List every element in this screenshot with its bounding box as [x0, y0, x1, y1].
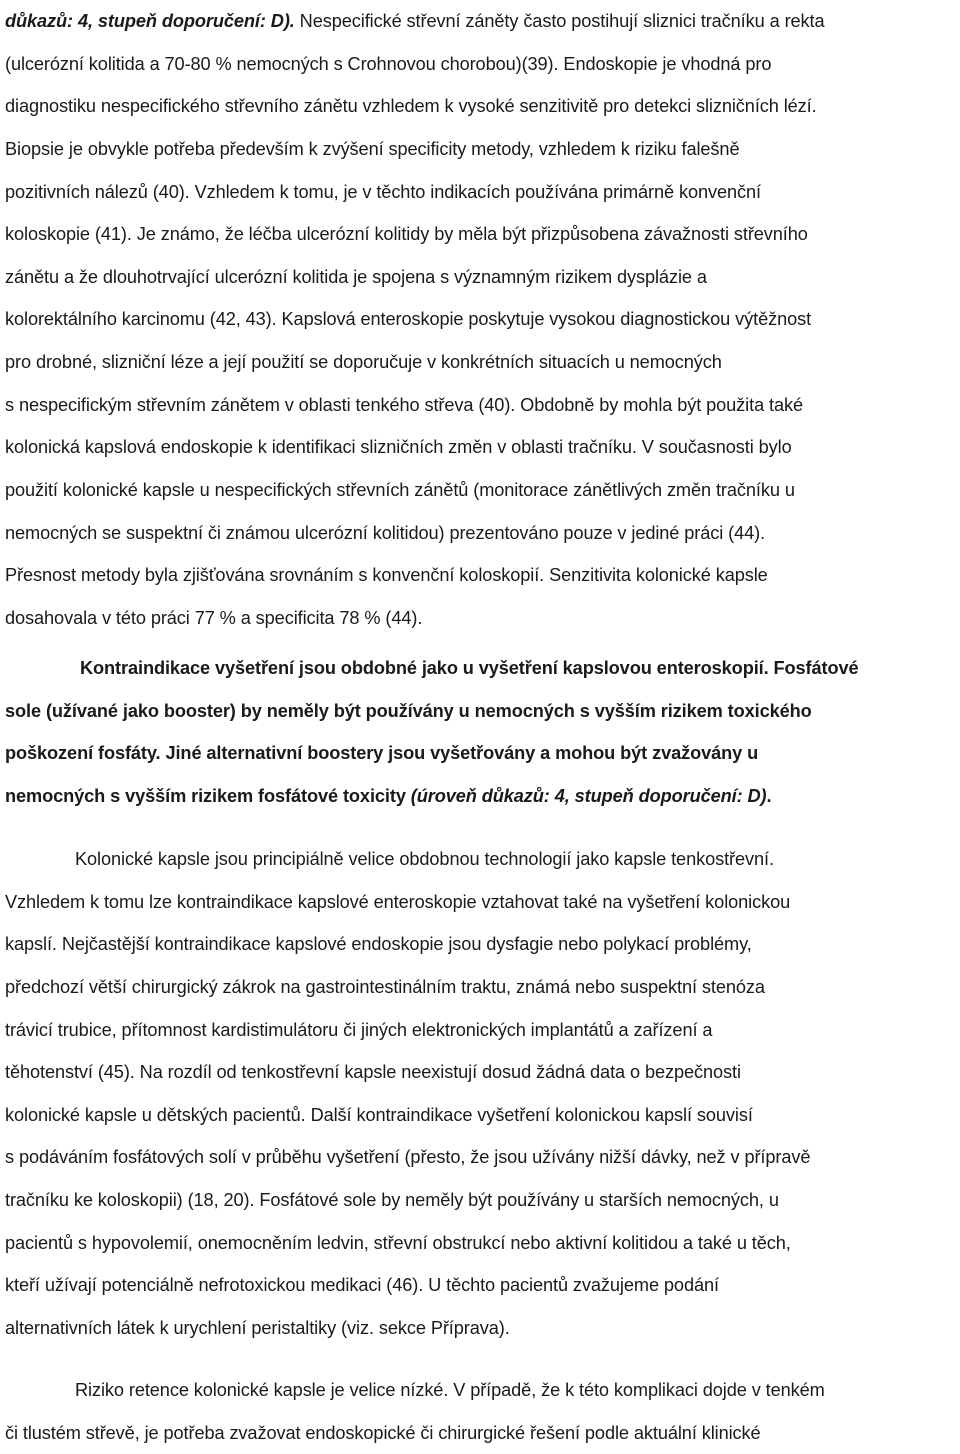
text-line: Kontraindikace vyšetření jsou obdobné jako u vyšetření kapslovou enteroskopií. Fosfátové — [80, 658, 859, 678]
text-line: nemocných se suspektní či známou ulcerózní kolitidou) prezentováno pouze v jediné práci (44). — [5, 522, 766, 543]
text-line: předchozí větší chirurgický zákrok na gastrointestinálním traktu, známá nebo suspektní stenóza — [5, 976, 765, 997]
text-line: pro drobné, slizniční léze a její použití se doporučuje v konkrétních situacích u nemocných — [5, 352, 722, 373]
text-line: alternativních látek k urychlení peristaltiky (viz. sekce Příprava). — [5, 1318, 510, 1339]
text-line: kolonická kapslová endoskopie k identifikaci slizničních změn v oblasti tračníku. V současnosti bylo — [5, 437, 792, 458]
text-line: či tlustém střevě, je potřeba zvažovat endoskopické či chirurgické řešení podle aktuální klinické — [5, 1422, 761, 1443]
text-line: zánětu a že dlouhotrvající ulcerózní kolitida je spojena s významným rizikem dysplázie a — [5, 266, 707, 287]
text-line: použití kolonické kapsle u nespecifických střevních zánětů (monitorace zánětlivých změn tračníku u — [5, 480, 795, 501]
text-line: Přesnost metody byla zjišťována srovnáním s konvenční koloskopií. Senzitivita kolonické kapsle — [5, 565, 768, 586]
text-line: s nespecifickým střevním zánětem v oblasti tenkého střeva (40). Obdobně by mohla být použita také — [5, 394, 804, 415]
text-line: s podáváním fosfátových solí v průběhu vyšetření (přesto, že jsou užívány nižší dávky, než v přípravě — [5, 1147, 811, 1168]
text-line — [5, 0, 825, 43]
paragraph-ulcerative-colitis — [5, 0, 825, 640]
text-segment: nemocných s vyšším rizikem fosfátové toxicity — [5, 785, 411, 806]
text-line: (ulcerózní kolitida a 70-80 % nemocných s Crohnovou chorobou)(39). Endoskopie je vhodná pro — [5, 53, 772, 74]
paragraph-colon-capsule-contraindications — [5, 838, 810, 1350]
text-line — [5, 775, 859, 818]
paragraph-capsule-retention — [5, 1369, 825, 1454]
text-line: dosahovala v této práci 77 % a specificita 78 % (44). — [5, 607, 423, 628]
text-line: poškození fosfáty. Jiné alternativní boostery jsou vyšetřovány a mohou být zvažovány u — [5, 743, 759, 764]
text-line: Vzhledem k tomu lze kontraindikace kapslové enteroskopie vztahovat také na vyšetření kolonickou — [5, 891, 791, 912]
text-line: Riziko retence kolonické kapsle je velice nízké. V případě, že k této komplikaci dojde v tenkém — [75, 1380, 825, 1400]
text-line: těhotenství (45). Na rozdíl od tenkostřevní kapsle neexistují dosud žádná data o bezpečnosti — [5, 1062, 741, 1083]
text-line: kteří užívají potenciálně nefrotoxickou medikaci (46). U těchto pacientů zvažujeme podání — [5, 1275, 719, 1296]
text-line: kapslí. Nejčastější kontraindikace kapslové endoskopie jsou dysfagie nebo polykací problémy, — [5, 934, 752, 955]
text-line: sole (užívané jako booster) by neměly být používány u nemocných s vyšším rizikem toxického — [5, 700, 812, 721]
text-line: kolonické kapsle u dětských pacientů. Další kontraindikace vyšetření kolonickou kapslí souvisí — [5, 1104, 753, 1125]
text-line: diagnostiku nespecifického střevního zánětu vzhledem k vysoké senzitivitě pro detekci slizničních lézí. — [5, 96, 817, 117]
text-line: pozitivních nálezů (40). Vzhledem k tomu, je v těchto indikacích používána primárně konvenční — [5, 181, 761, 202]
text-line: koloskopie (41). Je známo, že léčba ulcerózní kolitidy by měla být přizpůsobena závažnosti střevního — [5, 224, 808, 245]
evidence-level-note: (úroveň důkazů: 4, stupeň doporučení: D) — [410, 785, 767, 806]
text-line: Kolonické kapsle jsou principiálně velice obdobnou technologií jako kapsle tenkostřevní. — [75, 849, 774, 869]
text-line: trávicí trubice, přítomnost kardistimulátoru či jiných elektronických implantátů a zařízení a — [5, 1019, 713, 1040]
text-segment: . — [766, 785, 772, 806]
evidence-level-note: důkazů: 4, stupeň doporučení: D). — [5, 11, 295, 31]
text-line: kolorektálního karcinomu (42, 43). Kapslová enteroskopie poskytuje vysokou diagnostickou výtěžnost — [5, 309, 812, 330]
text-segment: Nespecifické střevní záněty často postihují sliznici tračníku a rekta — [294, 11, 825, 31]
text-line: tračníku ke koloskopii) (18, 20). Fosfátové sole by neměly být používány u starších nemocných, u — [5, 1190, 779, 1211]
text-line: Biopsie je obvykle potřeba především k zvýšení specificity metody, vzhledem k riziku falešně — [5, 138, 740, 159]
text-line: pacientů s hypovolemií, onemocněním ledvin, střevní obstrukcí nebo aktivní kolitidou a také u těch, — [5, 1232, 791, 1253]
paragraph-contraindications-bold — [5, 647, 859, 818]
